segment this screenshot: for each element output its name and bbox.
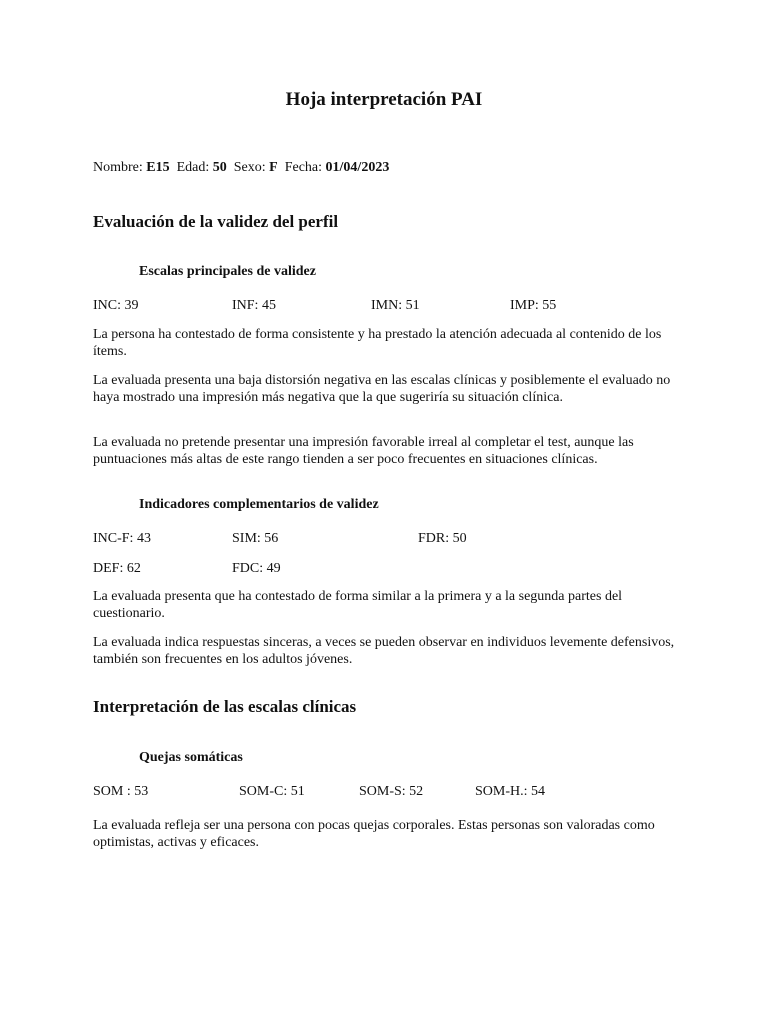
score-som-s: SOM-S: 52 — [359, 784, 424, 799]
paragraph-consistency: La persona ha contestado de forma consistente y ha prestado la atención adecuada al contenido de los ítems. — [93, 327, 662, 359]
clinical-heading: Interpretación de las escalas clínicas — [93, 697, 357, 716]
age-value: 50 — [212, 160, 227, 175]
score-fdc: FDC: 49 — [232, 561, 281, 576]
somatic-scores — [0, 784, 768, 802]
sex-value: F — [269, 160, 278, 175]
document-title: Hoja interpretación PAI — [285, 89, 483, 110]
score-inc: INC: 39 — [93, 298, 139, 313]
validity-heading: Evaluación de la validez del perfil — [93, 212, 339, 231]
score-inf: INF: 45 — [232, 298, 276, 313]
paragraph-positive-impression: La evaluada no pretende presentar una impresión favorable irreal al completar el test, aunque las puntuaciones más altas de este rango tienden a ser poco frecuentes en situaciones clínicas. — [93, 435, 634, 467]
paragraph-sincere-answers: La evaluada indica respuestas sinceras, a veces se pueden observar en individuos levemente defensivos, también son frecuentes en los adultos jóvenes. — [93, 635, 675, 667]
score-imp: IMP: 55 — [510, 298, 557, 313]
score-imn: IMN: 51 — [371, 298, 420, 313]
main-validity-scales-heading: Escalas principales de validez — [139, 264, 316, 279]
score-som: SOM : 53 — [93, 784, 149, 799]
score-som-h: SOM-H.: 54 — [475, 784, 546, 799]
age-label: Edad: — [176, 160, 210, 175]
complementary-validity-heading: Indicadores complementarios de validez — [139, 497, 379, 512]
score-som-c: SOM-C: 51 — [239, 784, 305, 799]
score-sim: SIM: 56 — [232, 531, 279, 546]
score-fdr: FDR: 50 — [418, 531, 467, 546]
patient-info — [93, 160, 389, 176]
paragraph-negative-distortion: La evaluada presenta una baja distorsión negativa en las escalas clínicas y posiblemente el evaluado no haya mostrado una impresión más negativa que la que sugeriría su situación clínica. — [93, 373, 671, 405]
complementary-scores-row-2 — [0, 561, 768, 579]
paragraph-somatic: La evaluada refleja ser una persona con pocas quejas corporales. Estas personas son valoradas como optimistas, activas y eficaces. — [93, 818, 655, 850]
somatic-complaints-heading: Quejas somáticas — [139, 750, 243, 765]
sex-label: Sexo: — [233, 160, 266, 175]
score-inc-f: INC-F: 43 — [93, 531, 151, 546]
date-label: Fecha: — [284, 160, 323, 175]
name-label: Nombre: — [93, 160, 143, 175]
date-value: 01/04/2023 — [325, 160, 390, 175]
main-validity-scores — [0, 298, 768, 316]
score-def: DEF: 62 — [93, 561, 141, 576]
complementary-scores-row-1 — [0, 531, 768, 549]
name-value: E15 — [146, 160, 170, 175]
paragraph-similar-answers: La evaluada presenta que ha contestado de forma similar a la primera y a la segunda partes del cuestionario. — [93, 589, 623, 621]
